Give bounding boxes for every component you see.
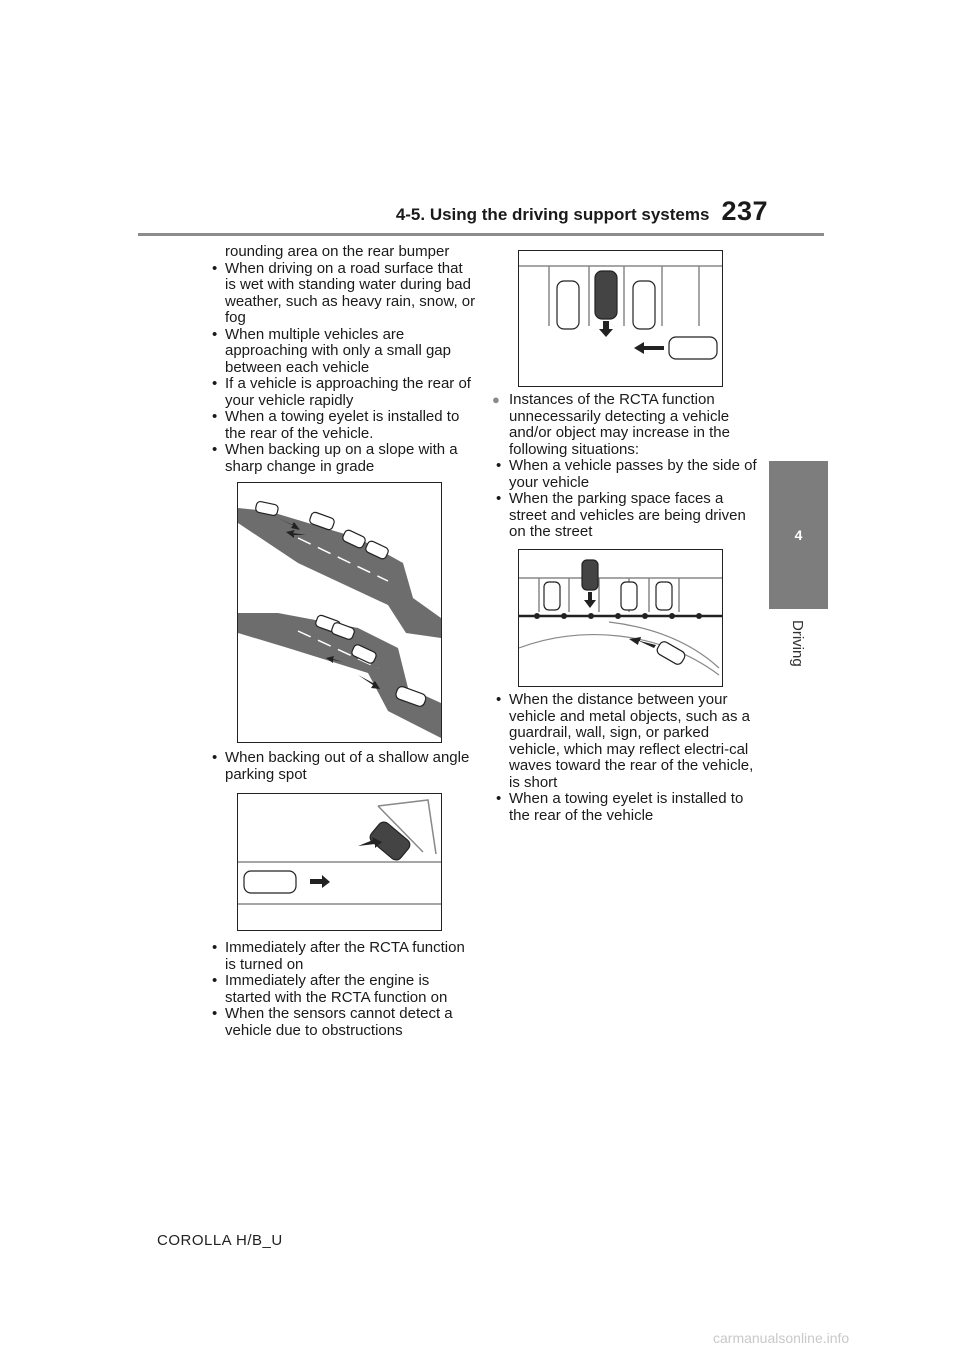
list-item: • When backing out of a shallow angle parking spot	[206, 750, 476, 783]
left-text-block-3	[206, 940, 476, 1039]
circle-item: ● Instances of the RCTA function unnecessarily detecting a vehicle and/or object may increase in the following situations:	[490, 392, 760, 458]
figure-slope	[237, 482, 442, 743]
footer-model: COROLLA H/B_U	[157, 1232, 283, 1249]
list-item: • When backing up on a slope with a sharp change in grade	[206, 442, 476, 475]
right-text-block-1	[490, 392, 760, 541]
list-item: • When multiple vehicles are approaching with only a small gap between each vehicle	[206, 327, 476, 377]
figure-parking-lot	[518, 250, 723, 387]
continued-text: rounding area on the rear bumper	[225, 243, 450, 260]
left-text-block-1	[206, 244, 476, 475]
figure-angle-parking	[237, 793, 442, 931]
parking-lot-illustration	[519, 251, 722, 386]
parking-street-illustration	[519, 550, 722, 686]
list-item: • When a towing eyelet is installed to the rear of the vehicle	[490, 791, 760, 824]
watermark: carmanualsonline.info	[713, 1330, 850, 1346]
section-title: 4-5. Using the driving support systems	[395, 205, 710, 224]
right-text-block-2	[490, 692, 760, 824]
list-item: • When driving on a road surface that is wet with standing water during bad weather, such as heavy rain, snow, or fog	[206, 261, 476, 327]
page-header	[368, 196, 768, 236]
slope-illustration	[238, 483, 441, 742]
list-item: • When the sensors cannot detect a vehicle due to obstructions	[206, 1006, 476, 1039]
list-item: • When the distance between your vehicle and metal objects, such as a guardrail, wall, sign, or parked vehicle, which may reflect electri-cal waves toward the rear of the vehicle, is short	[490, 692, 760, 791]
chapter-number: 4	[794, 527, 803, 543]
page-number: 237	[721, 196, 768, 226]
figure-parking-street	[518, 549, 723, 687]
list-item: • When a vehicle passes by the side of your vehicle	[490, 458, 760, 491]
chapter-tab	[769, 461, 828, 609]
list-item: • If a vehicle is approaching the rear of your vehicle rapidly	[206, 376, 476, 409]
list-item: • When a towing eyelet is installed to the rear of the vehicle.	[206, 409, 476, 442]
header-rule	[138, 233, 824, 236]
list-item: • Immediately after the RCTA function is turned on	[206, 940, 476, 973]
chapter-label: Driving	[789, 620, 806, 667]
list-item: • When the parking space faces a street and vehicles are being driven on the street	[490, 491, 760, 541]
list-item: • Immediately after the engine is started with the RCTA function on	[206, 973, 476, 1006]
left-text-block-2	[206, 750, 476, 783]
angle-parking-illustration	[238, 794, 441, 930]
